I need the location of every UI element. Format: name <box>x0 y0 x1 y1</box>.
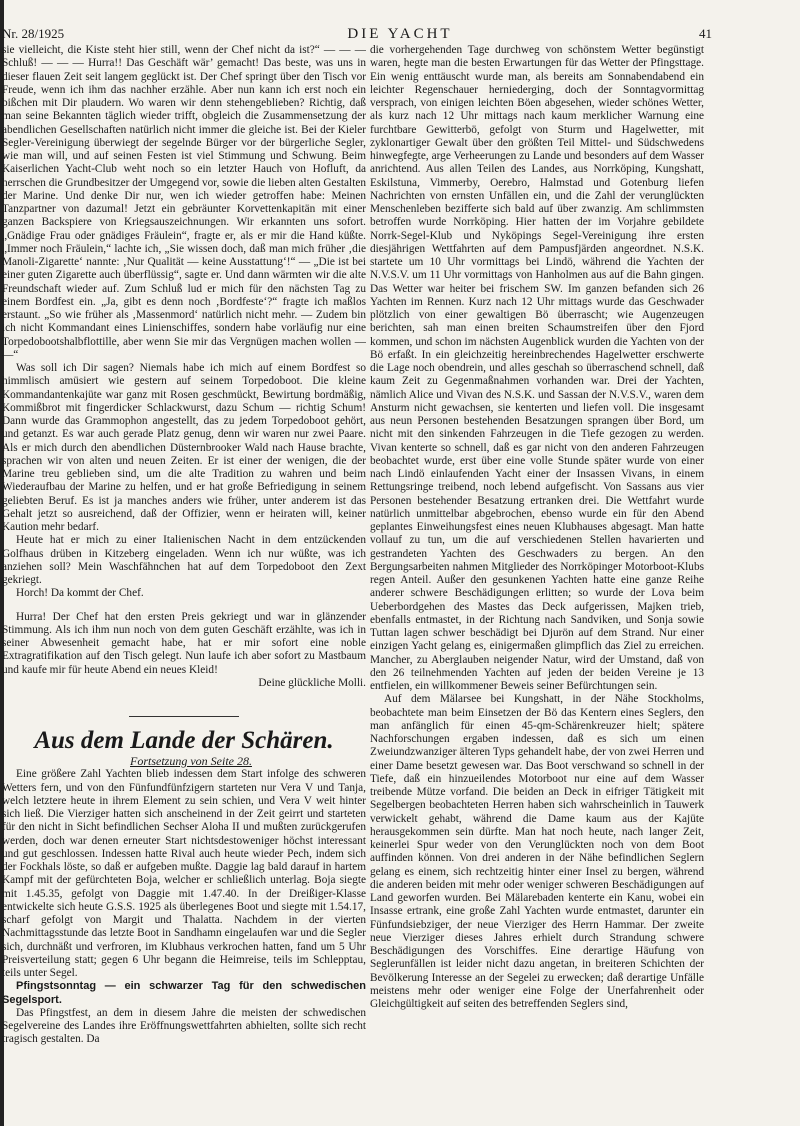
letter-paragraph: Hurra! Der Chef hat den ersten Preis gekriegt und war in glänzender Stimmung. Als ich ihm nun noch von dem guten Geschäft erzählte, was ich in seiner Abwesenheit gemacht habe, hat er mir sofort eine noble Extragratifikation auf den Tisch gelegt. Nun laufe ich aber sofort zu Mastbaum und kaufe mir für heute Abend ein neues Kleid! <box>2 610 366 676</box>
letter-signature: Deine glückliche Molli. <box>258 676 366 689</box>
article-subtitle: Fortsetzung von Seite 28. <box>130 754 252 768</box>
section-divider <box>129 716 239 717</box>
article-subheading: Pfingstsonntag — ein schwarzer Tag für den schwedischen Segelsport. <box>2 980 366 1006</box>
journal-title: DIE YACHT <box>347 26 453 42</box>
article-title: Aus dem Lande der Schären. <box>34 727 334 754</box>
letter-paragraph: Heute hat er mich zu einer Italienischen Nacht in dem entzückenden Golfhaus drüben in Kitzeberg eingeladen. Wenn ich nur wüßte, was ich anziehen soll? Mein Waschfähnchen hat auf dem Torpedoboot den Zext gekriegt. <box>2 534 366 586</box>
article-paragraph: die vorhergehenden Tage durchweg von schönstem Wetter begünstigt waren, hegte man die besten Erwartungen für das Wetter der Pfingsttage. Ein wenig enttäuscht wurde man, als bereits am Sonnabendabend ein leichter Regenschauer herniederging, doch der Sonntagvormittag versprach, von einigen leichten Böen abgesehen, wieder schönes Wetter, als kurz nach 12 Uhr mittags nach kaum merklicher Warnung eine furchtbare Gewitterbö, gefolgt von Sturm und Hagelwetter, mit zyklonartiger Gewalt über den größten Teil Mittel- und Südschwedens hinwegfegte, arge Verheerungen zu Lande und besonders auf dem Wasser anrichtend. Aus allen Teilen des Landes, aus Norrköping, Kungshatt, Eskilstuna, Vimmerby, Oerebro, Halmstad und Gotenburg liefen Nachrichten von ernsten Unfällen ein, und die Zahl der verunglückten Menschenleben bezifferte sich bald auf über zwanzig. Am schlimmsten betroffen wurde Norrköping. Hier hatten der im Vorjahre gebildete Norrk-Segel-Klub und Nyköpings Segel-Vereinigung ihre ersten diesjährigen Wettfahrten auf dem Pampusfjärden angeordnet. N.S.K. startete um 10 Uhr vormittags bei Lindö, während die Yachten der N.V.S.V. um 11 Uhr vormittags von Hanholmen aus auf die Bahn gingen. Das Wetter war heiter bei frischem SW. Im ganzen befanden sich 26 Yachten im Rennen. Kurz nach 12 Uhr mittags wurde das Geschwader plötzlich von einer gewaltigen Bö überrascht; wie Augenzeugen berichten, sah man einen breiten Schaumstreifen über den Fjord kommen, und schon im nächsten Augenblick wurden die Yachten von der Bö erfaßt. In ein gleichzeitig hereinbrechendes Hagelwetter erschwerte die Lage noch obendrein, und alles geschah so überraschend schnell, daß kaum Zeit zu Gegenmaßnahmen vorhanden war. Drei der Yachten, nämlich Alice und Vivan des N.S.K. und Sassan der N.V.S.V., waren dem Ansturm nicht gewachsen, sie kenterten und liefen voll. Die insgesamt aus neun Personen bestehenden Besatzungen sprangen über Bord, um nicht mit den sinkenden Fahrzeugen in die Tiefe gezogen zu werden. Vivan kenterte so schnell, daß es gar nicht von den anderen Fahrzeugen beobachtet wurde, erst über eine volle Stunde später wurde von einer nach Lindö einlaufenden Yacht einer der Insassen Vivans, in einem Rettungsringe treibend, noch lebend aufgefischt. Von Sassans aus vier Personen bestehender Besatzung ertranken drei. Die Wettfahrt wurde natürlich unmittelbar abgebrochen, ebenso wurde ein für den Abend geplantes Einweihungsfest eines neuen Klubhauses abgesagt. Man hatte vollauf zu tun, um die auf verschiedenen Stellen havarierten und gestrandeten Yachten des Geschwaders zu bergen. An den Bergungsarbeiten nahmen Mitglieder des Norrköpinger Motorboot-Klubs regen Anteil. Außer den gesunkenen Yachten hatte eine ganze Reihe anderer schwere Beschädigungen erlitten; so wurde der Lova beim Ueberbordgehen des Mastes das Deck aufgerissen, Majken trieb, ebenfalls entmastet, in der Richtung nach Sandviken, und Sonja sowie Tuttan lagen schwer beschädigt bei Djurön auf dem Strand. Nur einer einzigen Yacht gelang es, einigermaßen glimpflich das Ziel zu erreichen. Mancher, zu Aberglauben neigender Natur, wird der Umstand, daß von den 26 teilnehmenden Yachten auf jeden der beiden Vereine je 13 entfielen, ein willkommener Beweis seiner Befürchtungen sein. <box>370 44 704 692</box>
right-column <box>370 44 704 1118</box>
letter-paragraph: Was soll ich Dir sagen? Niemals habe ich mich auf einem Bordfest so himmlisch amüsiert wie gestern auf seinem Torpedoboot. Die kleine Kommandantenkajüte war ganz mit Rosen geschmückt, Bewirtung bordmäßig, Kommißbrot mit fingerdicker Schlackwurst, dazu Schum — richtig Schum! Dann wurde das Grammophon angestellt, das zu jedem Torpedoboot gehört, und getanzt. Es war auch gerade Platz genug, denn wir waren nur zwei Paare. Als er mich durch den abendlichen Düsternbrooker Wald nach Hause brachte, sprachen wir von alten und neuen Zeiten. Er ist einer der wenigen, die der Marine treu geblieben sind, um die alte Tradition zu wahren und beim Wiederaufbau der Marine zu helfen, und er hat große Befriedigung in seinem geliebten Beruf. Es ist ja manches anders wie früher, unter anderem ist das Gehalt jetzt so ausreichend, daß der Offizier, wenn er heiraten will, keiner Kaution mehr bedarf. <box>2 362 366 533</box>
left-column <box>2 44 366 1118</box>
issue-number: Nr. 28/1925 <box>2 26 65 41</box>
page-number: 41 <box>699 26 712 41</box>
article-paragraph: Das Pfingstfest, an dem in diesem Jahre die meisten der schwedischen Segelvereine des Landes ihre Eröffnungswettfahrten abhielten, sollte sich recht tragisch gestalten. Da <box>2 1006 366 1046</box>
article-paragraph: Auf dem Mälarsee bei Kungshatt, in der Nähe Stockholms, beobachtete man beim Einsetzen der Bö das Kentern eines Seglers, den man anfänglich für einen 45-qm-Schärenkreuzer hielt; spätere Nachforschungen ergaben indessen, daß es sich um einen Zweiundzwanziger älteren Typs gehandelt habe, der von zwei Herren und einer Dame besetzt gewesen war. Das Boot verschwand so schnell in der Tiefe, daß ein hinzueilendes Motorboot nur eine auf dem Wasser treibende Mütze vorfand. Die beiden an Deck in eifriger Tätigkeit mit Segelbergen beobachteten Herren haben sich wahrscheinlich in Tauwerk verwickelt gehabt, während die Dame kaum aus der Kajüte herausgekommen sein dürfte. Man hat noch heute, nach langer Zeit, keinerlei Spur weder von den Verunglückten noch von dem Boot auffinden können. Von drei anderen in der Nähe befindlichen Seglern gelang es einem, sich rechtzeitig hinter einer Insel zu bergen, während die anderen beiden mit mehr oder weniger schweren Beschädigungen auf Land geworfen wurden. Bei Mälarebaden kenterte ein Kanu, wobei ein Insasse ertrank, eine große Zahl Yachten wurde entmastet, darunter ein Fünfundsiebziger, der neue Vierziger des Herrn Hammar. Der zweite neue Vierziger dieses Jahres erhielt durch Strandung schwere Beschädigungen des Vorschiffes. Eine derartige Häufung von Seglerunfällen ist leider nicht dazu angetan, in breiteren Schichten der Bevölkerung Interesse an der Segelei zu erwecken; daß derartige Unfälle meistens mehr oder weniger eine Folge der Unerfahrenheit oder Gleichgültigkeit auf seiten des betreffenden Seglers sind, <box>370 693 704 1010</box>
article-paragraph: Eine größere Zahl Yachten blieb indessen dem Start infolge des schweren Wetters fern, und von den Fünfundfünfzigern starteten nur Vera V und Tanja, welch letztere heute in ihrem Element zu sein schien, und Vera V weit hinter sich ließ. Die Vierziger hatten sich anscheinend in der Zeit geirrt und starteten für den nicht in Sicht befindlichen Sechser Aloha II und mußten zurückgerufen werden, doch war denen erneuter Start nichtsdestoweniger höchst interessant und gut geschlossen. Indessen hatte Rival auch heute wieder Pech, indem sich der Fockhals löste, so daß er aufgeben mußte. Daggie lag bald darauf in hartem Kampf mit der gefürchteten Boja, welcher er schließlich unterlag. Boja siegte mit 1.45.35, gefolgt von Daggie mit 1.47.40. In der Dreißiger-Klasse entwickelte sich heute G.S.S. 1925 als überlegenes Boot und siegte mit 1.54.17, scharf gefolgt von Margit und Thalatta. Nachdem in der vierten Nachmittagsstunde das letzte Boot in Sandhamn eingelaufen war und die Segler sich, durchnäßt und verfroren, im Klubhaus verkrochen hatten, fand um 5 Uhr Preisverteilung statt; gegen 6 Uhr begann die Heimreise, teils im Schlepptau, teils unter Segel. <box>2 768 366 979</box>
letter-paragraph: Horch! Da kommt der Chef. <box>16 587 144 600</box>
spacer <box>2 601 366 611</box>
letter-paragraph: sie vielleicht, die Kiste steht hier still, wenn der Chef nicht da ist?“ — — — Schluß! — — — Hurra!! Das Geschäft wär’ gemacht! Das beste, was uns in dieser flauen Zeit seit langem geglückt ist. Der Chef springt über den Tisch vor Freude, wenn ich ihm das nachher erzähle. Aber nun kann ich erst noch ein bißchen mit Dir plaudern. Wo waren wir denn stehengeblieben? Richtig, daß man seine Bekannten täglich wieder trifft, obgleich die Zusammensetzung der abendlichen Gesellschaften natürlich nicht immer die gleiche ist. Bei der Kieler Segler-Vereinigung überwiegt der segelnde Bürger vor der bürgerliche Segler, wie man will, und auf seinen Festen ist viel Stimmung und Schwung. Beim Kaiserlichen Yacht-Club weht noch so ein letzter Hauch von Hofluft, da herrschen die Grundbesitzer der Umgegend vor, sowie die lieben alten Gestalten der Marine. Und denke Dir nur, wen ich wieder getroffen habe: Meinen Tanzpartner von dazumal! Jetzt ein gebräunter Korvettenkapitän mit einer ganzen Backspiere von Kriegsauszeichnungen. Wir erkannten uns sofort. „Gnädige Frau oder gnädiges Fräulein“, fragte er, als er mir die Hand küßte. „Immer noch Fräulein,“ lachte ich, „Sie wissen doch, daß man mich früher ‚die Manoli-Zigarette‘ nannte: ‚Nur Qualität — keine Ausstattung‘!“ — „Die ist bei einer guten Zigarette auch überflüssig“, sagte er. Und dann wärmten wir die alte Freundschaft wieder auf. Zum Schluß lud er mich für den nächsten Tag zu einem Bordfest ein. „Ja, gibt es denn noch ‚Bordfeste‘?“ fragte ich maßlos erstaunt. „So wie früher als ‚Massenmord‘ natürlich nicht mehr. — Zudem bin ich nicht Kommandant eines Linienschiffes, sondern habe vorläufig nur eine Torpedobootshalbflottille, aber wenn Sie mir das Vergnügen machen wollen — —“ <box>2 44 366 361</box>
page-header <box>0 0 800 44</box>
